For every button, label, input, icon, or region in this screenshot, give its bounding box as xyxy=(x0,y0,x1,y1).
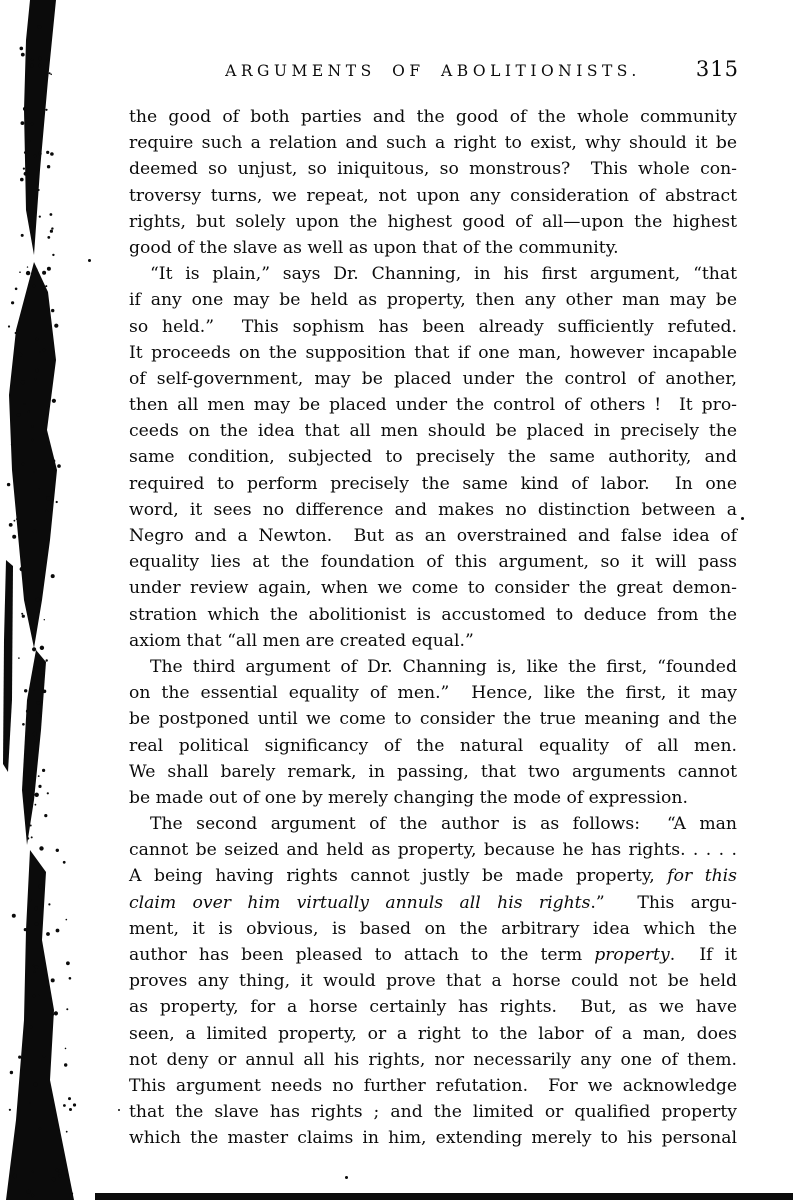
text-line: word, it sees no difference and makes no distinction between a xyxy=(129,499,737,520)
text-line: proves any thing, it would prove that a horse could not be held xyxy=(129,971,737,992)
text-line: It proceeds on the supposition that if one man, however incapable xyxy=(129,342,737,363)
text-line: cannot be seized and held as property, because he has rights. . . . . xyxy=(129,840,737,861)
ink-speck xyxy=(118,1109,120,1111)
text-line: A being having rights cannot justly be made property, for this xyxy=(129,866,737,887)
text-line: troversy turns, we repeat, not upon any consideration of abstract xyxy=(129,185,737,206)
page-header xyxy=(129,58,737,92)
ink-speck xyxy=(88,259,91,262)
text-line: the good of both parties and the good of the whole community xyxy=(129,107,737,127)
text-line: author has been pleased to attach to the term property. If it xyxy=(129,945,737,965)
text-line: be postponed until we come to consider the true meaning and the xyxy=(129,709,737,730)
text-line: be made out of one by merely changing the mode of expression. xyxy=(129,787,688,808)
text-line: ment, it is obvious, is based on the arbitrary idea which the xyxy=(129,918,737,939)
text-line: same condition, subjected to precisely the same authority, and xyxy=(129,447,737,468)
text-line: required to perform precisely the same kind of labor. In one xyxy=(129,473,737,494)
text-line: The third argument of Dr. Channing is, like the first, “founded xyxy=(150,656,737,677)
text-line: under review again, when we come to consider the great demon- xyxy=(129,578,737,599)
ink-speck xyxy=(345,1176,348,1179)
text-line: seen, a limited property, or a right to the labor of a man, does xyxy=(129,1023,737,1044)
ink-speck xyxy=(741,517,744,520)
binding-artifact xyxy=(0,0,90,1200)
text-line: require such a relation and such a right to exist, why should it be xyxy=(129,133,737,154)
text-line: not deny or annul all his rights, nor necessarily any one of them. xyxy=(129,1049,737,1070)
text-line: This argument needs no further refutation. For we acknowledge xyxy=(129,1075,737,1096)
text-line: deemed so unjust, so iniquitous, so monstrous? This whole con- xyxy=(129,159,737,180)
page-number: 315 xyxy=(695,57,739,81)
text-line: rights, but solely upon the highest good of all—upon the highest xyxy=(129,211,737,232)
text-line: if any one may be held as property, then any other man may be xyxy=(129,290,737,311)
text-line: good of the slave as well as upon that of the community. xyxy=(129,237,619,258)
text-line: real political significancy of the natural equality of all men. xyxy=(129,735,737,756)
text-line: The second argument of the author is as follows: “A man xyxy=(150,814,737,835)
text-line: claim over him virtually annuls all his rights.” This argu- xyxy=(129,892,737,913)
page-content xyxy=(129,58,737,1152)
running-head: ARGUMENTS OF ABOLITIONISTS. xyxy=(225,62,641,80)
page-text xyxy=(129,104,737,1152)
text-line: We shall barely remark, in passing, that two arguments cannot xyxy=(129,761,737,782)
text-line: on the essential equality of men.” Hence, like the first, it may xyxy=(129,683,737,704)
text-line: so held.” This sophism has been already sufficiently refuted. xyxy=(129,316,737,337)
text-line: that the slave has rights ; and the limited or qualified property xyxy=(129,1102,737,1123)
text-line: then all men may be placed under the control of others ! It pro- xyxy=(129,395,737,416)
text-line: “It is plain,” says Dr. Channing, in his first argument, “that xyxy=(150,264,737,285)
scan-edge-artifact xyxy=(95,1193,793,1200)
text-line: as property, for a horse certainly has rights. But, as we have xyxy=(129,997,737,1018)
text-line: stration which the abolitionist is accustomed to deduce from the xyxy=(129,604,737,625)
text-line: which the master claims in him, extending merely to his personal xyxy=(129,1128,737,1149)
text-line: axiom that “all men are created equal.” xyxy=(129,630,474,651)
text-line: equality lies at the foundation of this argument, so it will pass xyxy=(129,552,737,573)
text-line: of self-government, may be placed under the control of another, xyxy=(129,368,737,389)
text-line: Negro and a Newton. But as an overstrained and false idea of xyxy=(129,526,737,546)
text-line: ceeds on the idea that all men should be placed in precisely the xyxy=(129,421,737,442)
